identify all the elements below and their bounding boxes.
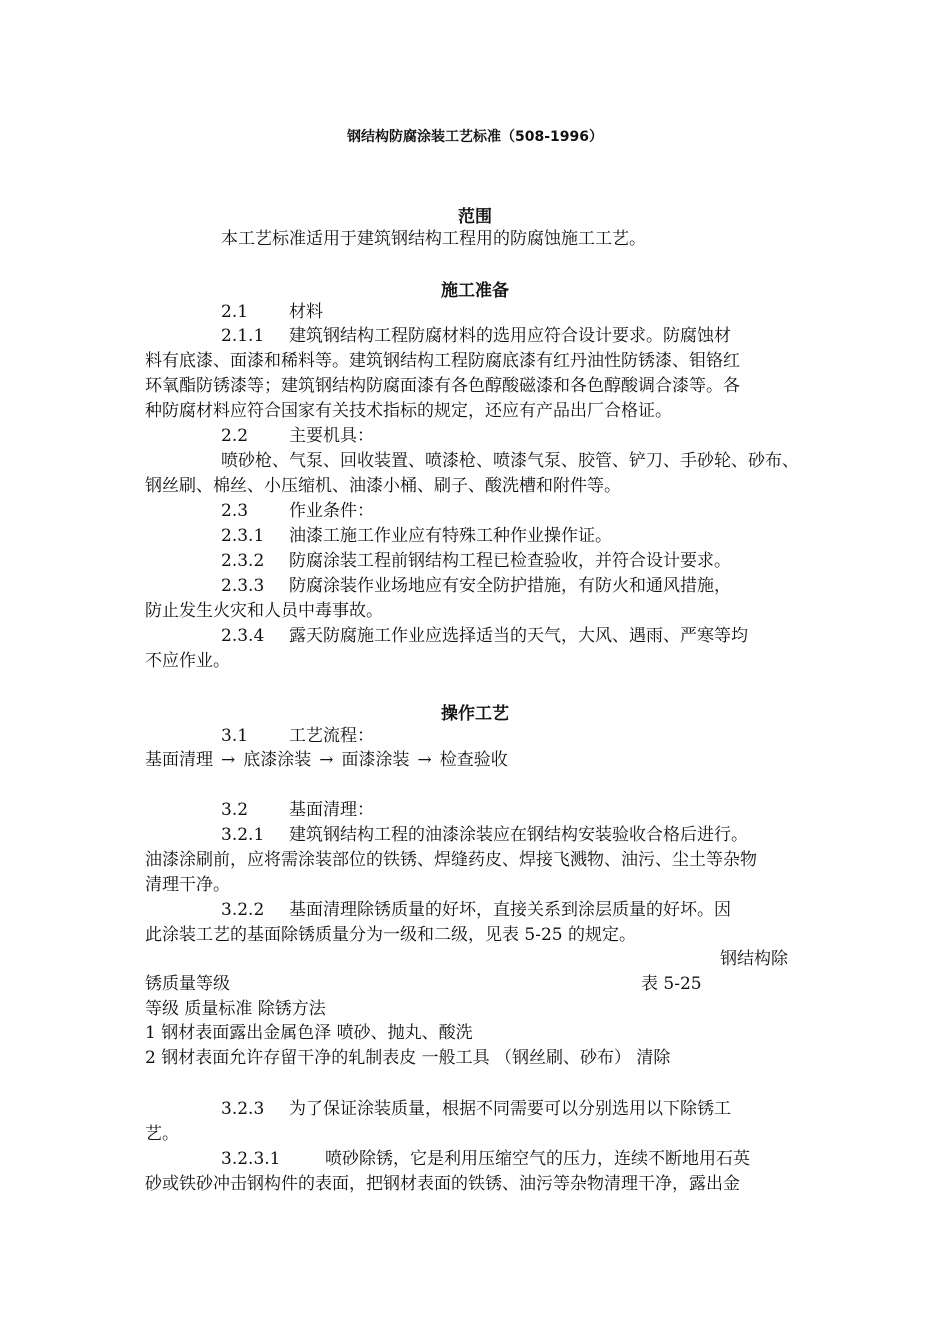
paragraph-line: 防腐涂装工程前钢结构工程已检查验收，并符合设计要求。 [289, 551, 731, 571]
item-2-3-1 [221, 524, 612, 548]
item-number: 3.2.3 [221, 1099, 265, 1119]
paragraph-line: 油漆工施工作业应有特殊工种作业操作证。 [289, 526, 612, 546]
flow-step: 面漆涂装 [341, 750, 410, 770]
item-number: 2.1 [221, 302, 249, 322]
item-number: 3.1 [221, 726, 249, 746]
scope-text: 本工艺标准适用于建筑钢结构工程用的防腐蚀施工工艺。 [221, 229, 646, 249]
item-3-2-2 [221, 898, 731, 922]
arrow-right-icon: → [417, 750, 432, 770]
item-label: 作业条件： [289, 501, 374, 521]
item-3-2-3-1 [221, 1147, 750, 1171]
table-caption: 钢结构除 [720, 949, 788, 969]
process-flow [145, 748, 508, 772]
section-heading-preparation: 施工准备 [441, 281, 509, 301]
item-2-2 [221, 424, 374, 448]
item-number: 2.1.1 [221, 326, 265, 346]
item-number: 3.2 [221, 800, 249, 820]
item-label: 主要机具： [289, 426, 374, 446]
paragraph-line: 基面清理除锈质量的好坏，直接关系到涂层质量的好坏。因 [289, 900, 731, 920]
paragraph-line: 为了保证涂装质量，根据不同需要可以分别选用以下除锈工 [289, 1099, 731, 1119]
flow-step: 底漆涂装 [243, 750, 312, 770]
item-3-2-1 [221, 823, 748, 847]
item-2-3-3 [221, 574, 731, 598]
section-heading-operation: 操作工艺 [441, 704, 509, 724]
item-number: 3.2.1 [221, 825, 265, 845]
item-label: 基面清理： [289, 800, 374, 820]
paragraph-line: 清理干净。 [145, 875, 230, 895]
section-heading-scope: 范围 [458, 207, 492, 227]
item-label: 工艺流程： [289, 726, 374, 746]
item-number: 2.3.2 [221, 551, 265, 571]
paragraph-line: 砂或铁砂冲击钢构件的表面，把钢材表面的铁锈、油污等杂物清理干净，露出金 [145, 1174, 740, 1194]
item-3-2 [221, 798, 374, 822]
table-row: 2 钢材表面允许存留干净的轧制表皮 一般工具 （钢丝刷、砂布） 清除 [145, 1048, 671, 1068]
paragraph-line: 环氧酯防锈漆等；建筑钢结构防腐面漆有各色醇酸磁漆和各色醇酸调合漆等。各 [145, 376, 740, 396]
flow-step: 检查验收 [439, 750, 508, 770]
paragraph-line: 钢丝刷、棉丝、小压缩机、油漆小桶、刷子、酸洗槽和附件等。 [145, 476, 621, 496]
paragraph-line: 油漆涂刷前，应将需涂装部位的铁锈、焊缝药皮、焊接飞溅物、油污、尘土等杂物 [145, 850, 757, 870]
paragraph-line: 建筑钢结构工程的油漆涂装应在钢结构安装验收合格后进行。 [289, 825, 748, 845]
paragraph-line: 不应作业。 [145, 651, 230, 671]
paragraph-line: 防止发生火灾和人员中毒事故。 [145, 601, 383, 621]
item-number: 2.2 [221, 426, 249, 446]
arrow-right-icon: → [221, 750, 236, 770]
paragraph-line: 此涂装工艺的基面除锈质量分为一级和二级，见表 5-25 的规定。 [145, 925, 636, 945]
paragraph-line: 喷砂除锈，它是利用压缩空气的压力，连续不断地用石英 [325, 1149, 750, 1169]
item-number: 3.2.2 [221, 900, 265, 920]
item-3-1 [221, 724, 374, 748]
paragraph-line: 艺。 [145, 1124, 179, 1144]
item-number: 2.3.3 [221, 576, 265, 596]
item-number: 2.3.1 [221, 526, 265, 546]
paragraph-line: 建筑钢结构工程防腐材料的选用应符合设计要求。防腐蚀材 [289, 326, 731, 346]
table-header: 等级 质量标准 除锈方法 [145, 999, 326, 1019]
item-2-1 [221, 300, 323, 324]
paragraph-line: 种防腐材料应符合国家有关技术指标的规定，还应有产品出厂合格证。 [145, 401, 672, 421]
table-row: 1 钢材表面露出金属色泽 喷砂、抛丸、酸洗 [145, 1023, 473, 1043]
table-caption: 锈质量等级 [145, 974, 230, 994]
paragraph-line: 露天防腐施工作业应选择适当的天气，大风、遇雨、严寒等均 [289, 626, 748, 646]
flow-step: 基面清理 [145, 750, 213, 770]
table-number: 表 5-25 [641, 974, 702, 994]
item-number: 3.2.3.1 [221, 1149, 281, 1169]
arrow-right-icon: → [319, 750, 334, 770]
item-3-2-3 [221, 1097, 731, 1121]
item-2-3-2 [221, 549, 731, 573]
item-number: 2.3 [221, 501, 249, 521]
item-2-3 [221, 499, 374, 523]
item-2-1-1 [221, 324, 731, 348]
document-title: 钢结构防腐涂装工艺标准（508-1996） [347, 129, 603, 145]
item-2-3-4 [221, 624, 748, 648]
paragraph-line: 防腐涂装作业场地应有安全防护措施，有防火和通风措施， [289, 576, 731, 596]
item-number: 2.3.4 [221, 626, 265, 646]
paragraph-line: 料有底漆、面漆和稀料等。建筑钢结构工程防腐底漆有红丹油性防锈漆、钼铬红 [145, 351, 740, 371]
item-label: 材料 [289, 302, 323, 322]
paragraph-line: 喷砂枪、气泵、回收装置、喷漆枪、喷漆气泵、胶管、铲刀、手砂轮、砂布、 [221, 451, 799, 471]
